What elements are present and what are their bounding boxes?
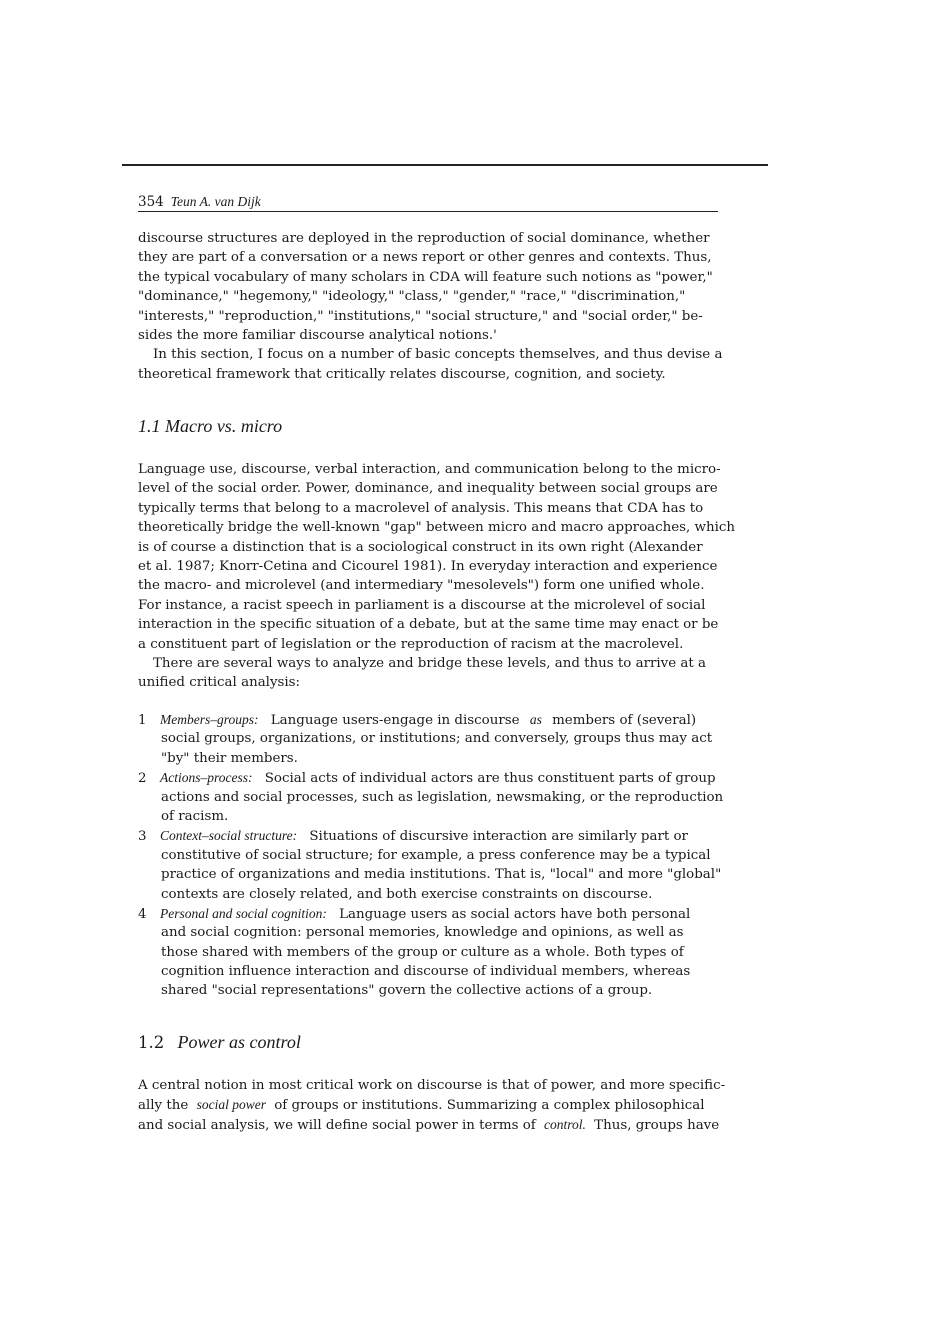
text-line: theoretical framework that critically relates discourse, cognition, and society. [138, 366, 666, 382]
text-line: the macro- and microlevel (and intermediary "mesolevels") form one unified whole. [138, 578, 705, 594]
text-line: cognition influence interaction and discourse of individual members, whereas [161, 964, 691, 980]
text-line: discourse structures are deployed in the reproduction of social dominance, whether [138, 231, 710, 246]
text-line: typically terms that belong to a macrolevel of analysis. This means that CDA has to [138, 500, 704, 516]
text-line: unified critical analysis: [138, 675, 301, 691]
text-line: a constituent part of legislation or the reproduction of racism at the macrolevel. [138, 636, 684, 652]
numbered-list [138, 710, 758, 1001]
list-item-number: 1 [138, 713, 147, 728]
text-line: is of course a distinction that is a sociological construct in its own right (Alexander [138, 539, 703, 555]
text-line: constitutive of social structure; for example, a press conference may be a typical [161, 847, 711, 863]
section-heading-macro-micro: 1.1 Macro vs. micro [138, 416, 283, 436]
text-line: "by" their members. [161, 750, 298, 766]
intro-paragraph [138, 229, 758, 384]
list-item-number: 4 [138, 906, 147, 922]
text-line: sides the more familiar discourse analytical notions.' [138, 327, 497, 343]
list-item: 1 Members–groups: Language users-engage in discourse as members of (several) [138, 710, 758, 729]
list-item-term: Personal and social cognition: [160, 905, 327, 921]
power-control-paragraph [138, 1076, 758, 1134]
text-line: ally the social power of groups or institutions. Summarizing a complex philosophical [138, 1097, 705, 1114]
section-heading-power-control [138, 1032, 301, 1053]
text-line: they are part of a conversation or a news report or other genres and contexts. Thus, [138, 250, 712, 266]
top-rule [122, 164, 768, 166]
text-line: "dominance," "hegemony," "ideology," "class," "gender," "race," "discrimination," [138, 289, 686, 305]
text-line: level of the social order. Power, dominance, and inequality between social groups are [138, 481, 718, 497]
text-line: theoretically bridge the well-known "gap" between micro and macro approaches, which [138, 520, 736, 536]
list-item-term: Members–groups: [160, 712, 259, 727]
text-line: actions and social processes, such as legislation, newsmaking, or the reproduction [161, 789, 724, 805]
text-line: those shared with members of the group or culture as a whole. Both types of [161, 944, 684, 960]
section-title: Power as control [177, 1032, 301, 1052]
list-item: 4 Personal and social cognition: Language users as social actors have both personal [138, 904, 758, 923]
list-item-number: 2 [138, 771, 147, 787]
macro-micro-paragraph [138, 460, 758, 693]
text-line: "interests," "reproduction," "institutions," "social structure," and "social order," be- [138, 308, 703, 324]
text-line: the typical vocabulary of many scholars in CDA will feature such notions as "power," [138, 269, 713, 285]
list-item: 2 Actions–process: Social acts of individual actors are thus constituent parts of group [138, 768, 758, 787]
list-item-term: Actions–process: [160, 770, 253, 786]
text-line: of racism. [161, 808, 229, 824]
text-line: et al. 1987; Knorr-Cetina and Cicourel 1981). In everyday interaction and experience [138, 558, 718, 574]
text-line: interaction in the specific situation of a debate, but at the same time may enact or be [138, 617, 719, 633]
text-line: Language use, discourse, verbal interaction, and communication belong to the micro- [138, 462, 721, 477]
list-item-number: 3 [138, 829, 147, 845]
text-line: In this section, I focus on a number of basic concepts themselves, and thus devise a [153, 347, 723, 363]
text-line: A central notion in most critical work on discourse is that of power, and more specific- [138, 1078, 726, 1093]
text-line: For instance, a racist speech in parliament is a discourse at the microlevel of social [138, 597, 706, 613]
running-head [138, 191, 718, 212]
text-line: contexts are closely related, and both exercise constraints on discourse. [161, 886, 653, 902]
page-number: 354 [138, 194, 164, 210]
text-line: shared "social representations" govern the collective actions of a group. [161, 983, 653, 999]
text-line: social groups, organizations, or institutions; and conversely, groups thus may act [161, 731, 713, 747]
list-item-term: Context–social structure: [160, 828, 298, 844]
text-line: and social analysis, we will define social power in terms of control. Thus, groups have [138, 1116, 720, 1133]
text-line: There are several ways to analyze and bridge these levels, and thus to arrive at a [153, 655, 707, 671]
text-line: practice of organizations and media institutions. That is, "local" and more "global" [161, 867, 722, 883]
section-number: 1.2 [138, 1033, 165, 1052]
running-head-author: Teun A. van Dijk [170, 194, 261, 209]
text-line: and social cognition: personal memories, knowledge and opinions, as well as [161, 925, 684, 941]
list-item: 3 Context–social structure: Situations of discursive interaction are similarly part or [138, 826, 758, 845]
